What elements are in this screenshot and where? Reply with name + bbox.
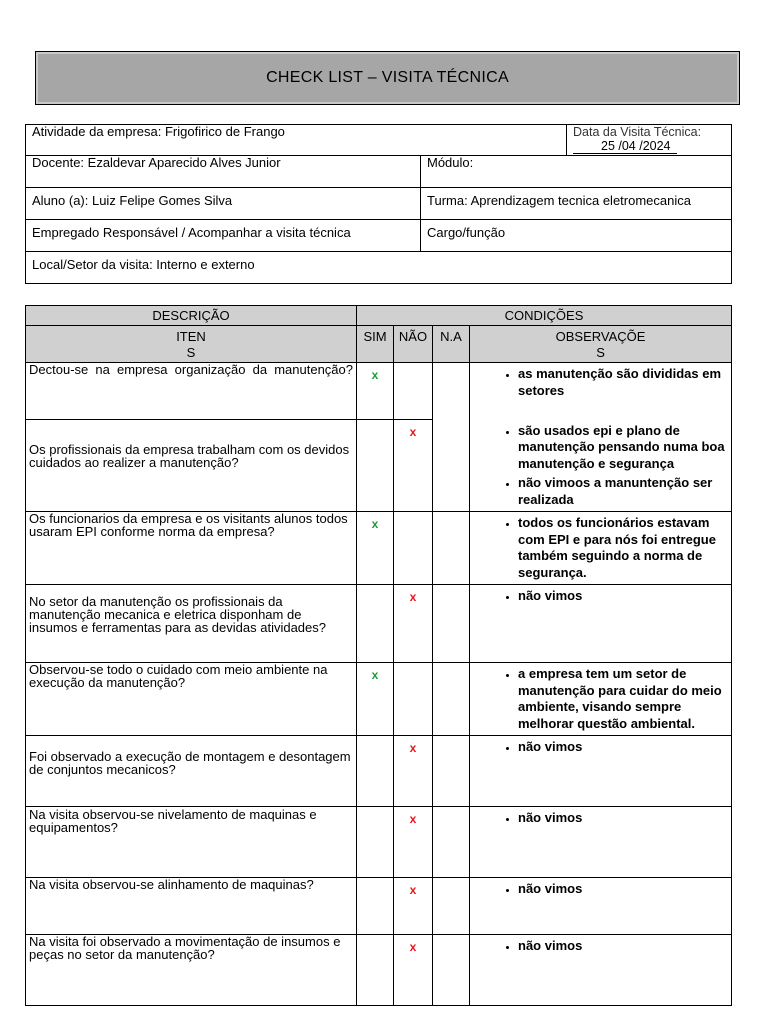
visit-info-table [25,124,732,284]
observation-cell [470,736,732,807]
na-cell[interactable] [433,663,470,736]
sim-mark[interactable]: x [357,512,394,585]
observation-cell [470,663,732,736]
nao-mark[interactable]: x [394,935,433,1006]
observation-item: • são usados epi e plano de manutenção pensando numa boa manutenção e segurança [518,423,731,473]
na-header: N.A [433,326,470,363]
empregado-label: Empregado Responsável / Acompanhar a visita técnica [32,225,351,240]
checklist-table [25,305,732,1006]
observation-item: • não vimos [518,810,731,827]
na-cell[interactable] [433,585,470,663]
observation-item: • a empresa tem um setor de manutenção para cuidar do meio ambiente, visando sempre melhorar questão ambiental. [518,666,731,732]
item-description: Na visita observou-se nivelamento de maquinas e equipamentos? [26,807,357,878]
atividade-label: Atividade da empresa: Frigofirico de Frango [32,124,285,139]
item-description: Observou-se todo o cuidado com meio ambiente na execução da manutenção? [26,663,357,736]
nao-mark[interactable] [394,512,433,585]
turma-label: Turma: Aprendizagem tecnica eletromecanica [427,193,691,208]
nao-header: NÃO [394,326,433,363]
sim-mark[interactable] [357,420,394,512]
observation-cell [470,935,732,1006]
table-row [26,935,732,1006]
item-description: Na visita foi observado a movimentação de insumos e peças no setor da manutenção? [26,935,357,1006]
page-title: CHECK LIST – VISITA TÉCNICA [35,51,740,105]
cargo-label: Cargo/função [427,225,506,240]
modulo-cell [421,156,732,188]
aluno-cell [26,188,421,220]
sim-mark[interactable]: x [357,363,394,420]
date-label: Data da Visita Técnica: [573,125,702,139]
itens-header: ITEN S [26,326,357,363]
turma-cell [421,188,732,220]
condicoes-header: CONDIÇÕES [357,306,732,326]
item-description: Dectou-se na empresa organização da manutenção? [26,363,357,420]
sim-mark[interactable] [357,736,394,807]
observation-cell [470,420,732,512]
descricao-header: DESCRIÇÃO [26,306,357,326]
aluno-label: Aluno (a): Luiz Felipe Gomes Silva [32,193,233,208]
observation-cell [470,363,732,420]
nao-mark[interactable] [394,363,433,420]
nao-mark[interactable]: x [394,807,433,878]
nao-mark[interactable]: x [394,736,433,807]
observation-item: • não vimos [518,938,731,955]
nao-mark[interactable]: x [394,420,433,512]
na-cell[interactable] [433,878,470,935]
observation-item: • não vimoos a manuntenção ser realizada [518,475,731,508]
nao-mark[interactable] [394,663,433,736]
docente-label: Docente: Ezaldevar Aparecido Alves Junior [32,155,281,170]
table-row [26,420,732,512]
item-description: Os profissionais da empresa trabalham com os devidos cuidados ao realizer a manutenção? [26,420,357,512]
docente-cell [26,156,421,188]
na-cell[interactable] [433,807,470,878]
item-description: Na visita observou-se alinhamento de maquinas? [26,878,357,935]
observation-cell [470,807,732,878]
na-cell[interactable] [433,736,470,807]
table-row [26,585,732,663]
table-row [26,878,732,935]
observation-item: • as manutenção são divididas em setores [518,366,731,399]
atividade-cell [26,125,567,156]
observation-item: • não vimos [518,881,731,898]
observation-item: • todos os funcionários estavam com EPI e para nós foi entregue também seguindo a norma de segurança. [518,515,731,581]
date-value[interactable]: 25 /04 /2024 [573,139,677,154]
observation-item: • não vimos [518,588,731,605]
sim-mark[interactable]: x [357,663,394,736]
empregado-cell [26,220,421,252]
item-description: No setor da manutenção os profissionais da manutenção mecanica e eletrica disponham de insumos e ferramentas para as devidas atividades? [26,585,357,663]
na-cell[interactable] [433,935,470,1006]
local-cell [26,252,732,284]
table-row [26,363,732,420]
observation-cell [470,585,732,663]
observation-item: • não vimos [518,739,731,756]
na-cell[interactable] [433,512,470,585]
observation-cell [470,878,732,935]
nao-mark[interactable]: x [394,585,433,663]
sim-mark[interactable] [357,585,394,663]
sim-mark[interactable] [357,807,394,878]
sim-mark[interactable] [357,935,394,1006]
item-description: Os funcionarios da empresa e os visitants alunos todos usaram EPI conforme norma da empresa? [26,512,357,585]
modulo-label: Módulo: [427,155,474,170]
observation-cell [470,512,732,585]
item-description: Foi observado a execução de montagem e desontagem de conjuntos mecanicos? [26,736,357,807]
nao-mark[interactable]: x [394,878,433,935]
local-label: Local/Setor da visita: Interno e externo [32,257,255,272]
table-row [26,736,732,807]
sim-mark[interactable] [357,878,394,935]
observacoes-header: OBSERVAÇÕE S [470,326,732,363]
sim-header: SIM [357,326,394,363]
na-cell[interactable] [433,363,470,512]
table-row [26,512,732,585]
table-row [26,663,732,736]
table-row [26,807,732,878]
cargo-cell [421,220,732,252]
date-cell [567,125,732,156]
